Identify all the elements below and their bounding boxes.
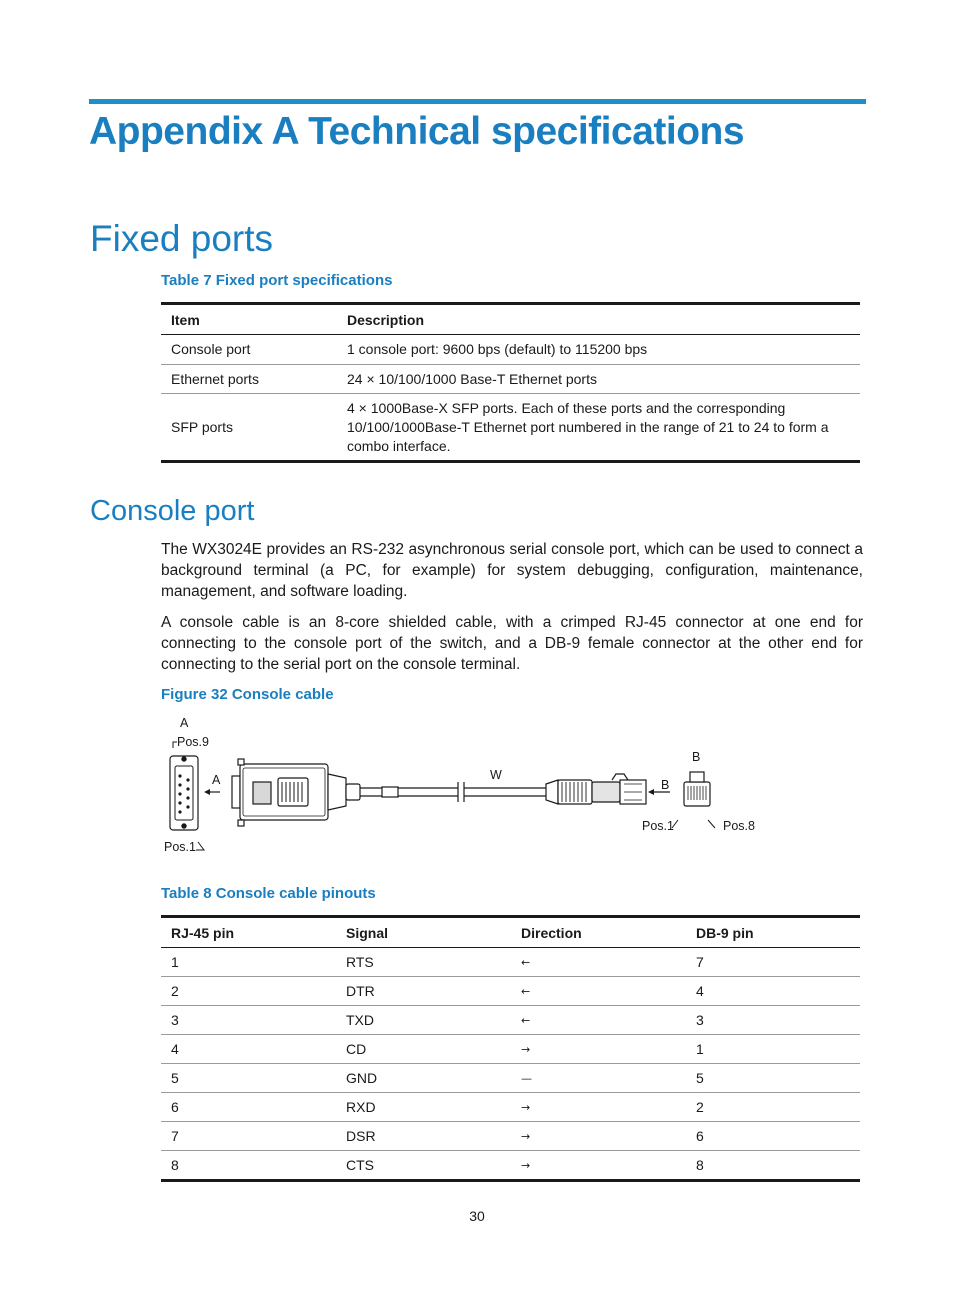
figure-32-caption: Figure 32 Console cable: [161, 686, 334, 703]
label-pos1-right: Pos.1: [642, 819, 674, 833]
db9-connector-icon: [232, 759, 360, 826]
cell-direction: ←: [511, 977, 686, 1006]
label-b-top: B: [692, 750, 701, 764]
cell-direction: →: [511, 1122, 686, 1151]
rj45-connector-icon: [546, 774, 646, 804]
column-header-rj45-pin: RJ-45 pin: [161, 917, 336, 948]
fixed-port-spec-table: [161, 302, 860, 463]
cell-signal: DTR: [336, 977, 511, 1006]
table-row: [161, 1093, 860, 1122]
cell-db9-pin: 7: [686, 948, 860, 977]
cell-db9-pin: 3: [686, 1006, 860, 1035]
cell-db9-pin: 1: [686, 1035, 860, 1064]
cell-description: 4 × 1000Base-X SFP ports. Each of these ports and the corresponding 10/100/1000Base-T Ethernet port numbered in the range of 21 to 24 to form a combo interface.: [337, 394, 860, 462]
cell-rj45-pin: 2: [161, 977, 336, 1006]
cell-rj45-pin: 3: [161, 1006, 336, 1035]
cell-rj45-pin: 1: [161, 948, 336, 977]
appendix-title: Appendix A Technical specifications: [89, 110, 745, 153]
label-pos8: Pos.8: [723, 819, 755, 833]
table-row: [161, 977, 860, 1006]
table-row: [161, 1122, 860, 1151]
cell-signal: RXD: [336, 1093, 511, 1122]
cell-rj45-pin: 6: [161, 1093, 336, 1122]
label-b-side: B: [661, 778, 670, 792]
cell-signal: CTS: [336, 1151, 511, 1181]
cell-signal: CD: [336, 1035, 511, 1064]
console-cable-pinout-table: [161, 915, 860, 1182]
cell-rj45-pin: 4: [161, 1035, 336, 1064]
console-port-paragraph-1: The WX3024E provides an RS-232 asynchronous serial console port, which can be used to connect a background terminal (a PC, for example) for system debugging, configuration, maintenance, management, and software loading.: [161, 541, 863, 600]
cell-signal: DSR: [336, 1122, 511, 1151]
fixed-ports-heading: Fixed ports: [90, 218, 274, 259]
cell-direction: —: [511, 1064, 686, 1093]
cell-description: 24 × 10/100/1000 Base-T Ethernet ports: [337, 365, 860, 394]
table-8-caption: Table 8 Console cable pinouts: [161, 885, 376, 902]
console-cable-diagram: [160, 712, 780, 862]
table-row: [161, 1035, 860, 1064]
header-rule: [89, 99, 866, 104]
cell-db9-pin: 8: [686, 1151, 860, 1181]
column-header-direction: Direction: [511, 917, 686, 948]
label-pos1-left: Pos.1: [164, 840, 196, 854]
cell-direction: ←: [511, 1006, 686, 1035]
cell-signal: GND: [336, 1064, 511, 1093]
label-pos9: Pos.9: [177, 735, 209, 749]
cell-direction: →: [511, 1151, 686, 1181]
cell-signal: RTS: [336, 948, 511, 977]
table-row: [161, 1064, 860, 1093]
table-row: [161, 335, 860, 365]
cell-item: SFP ports: [161, 394, 337, 462]
console-cable-figure: [160, 712, 780, 862]
table-header-row: [161, 304, 860, 335]
console-port-paragraph-2: A console cable is an 8-core shielded cable, with a crimped RJ-45 connector at one end for connecting to the console port of the switch, and a DB-9 female connector at the other end for connecting to the serial port on the console terminal.: [161, 614, 863, 673]
table-row: [161, 948, 860, 977]
table-7-caption: Table 7 Fixed port specifications: [161, 272, 393, 289]
cell-item: Console port: [161, 335, 337, 365]
cell-description: 1 console port: 9600 bps (default) to 115200 bps: [337, 335, 860, 365]
table-row: [161, 394, 860, 462]
cable-line: [360, 782, 546, 802]
cell-rj45-pin: 7: [161, 1122, 336, 1151]
cell-rj45-pin: 5: [161, 1064, 336, 1093]
column-header-description: Description: [337, 304, 860, 335]
column-header-signal: Signal: [336, 917, 511, 948]
cell-db9-pin: 4: [686, 977, 860, 1006]
table-row: [161, 1006, 860, 1035]
label-a-side: A: [212, 773, 221, 787]
column-header-item: Item: [161, 304, 337, 335]
cell-db9-pin: 6: [686, 1122, 860, 1151]
table-row: [161, 365, 860, 394]
cell-direction: ←: [511, 948, 686, 977]
arrow-a-icon: [204, 789, 220, 795]
cell-direction: →: [511, 1035, 686, 1064]
label-w: W: [490, 768, 502, 782]
cell-db9-pin: 2: [686, 1093, 860, 1122]
cell-item: Ethernet ports: [161, 365, 337, 394]
table-header-row: [161, 917, 860, 948]
table-row: [161, 1151, 860, 1181]
rj45-face-icon: [684, 772, 710, 806]
console-port-heading: Console port: [90, 495, 255, 527]
db9-face-icon: [170, 756, 198, 830]
page-number: 30: [469, 1208, 485, 1224]
cell-signal: TXD: [336, 1006, 511, 1035]
column-header-db9-pin: DB-9 pin: [686, 917, 860, 948]
cell-db9-pin: 5: [686, 1064, 860, 1093]
cell-direction: →: [511, 1093, 686, 1122]
cell-rj45-pin: 8: [161, 1151, 336, 1181]
label-a-top: A: [180, 716, 189, 730]
